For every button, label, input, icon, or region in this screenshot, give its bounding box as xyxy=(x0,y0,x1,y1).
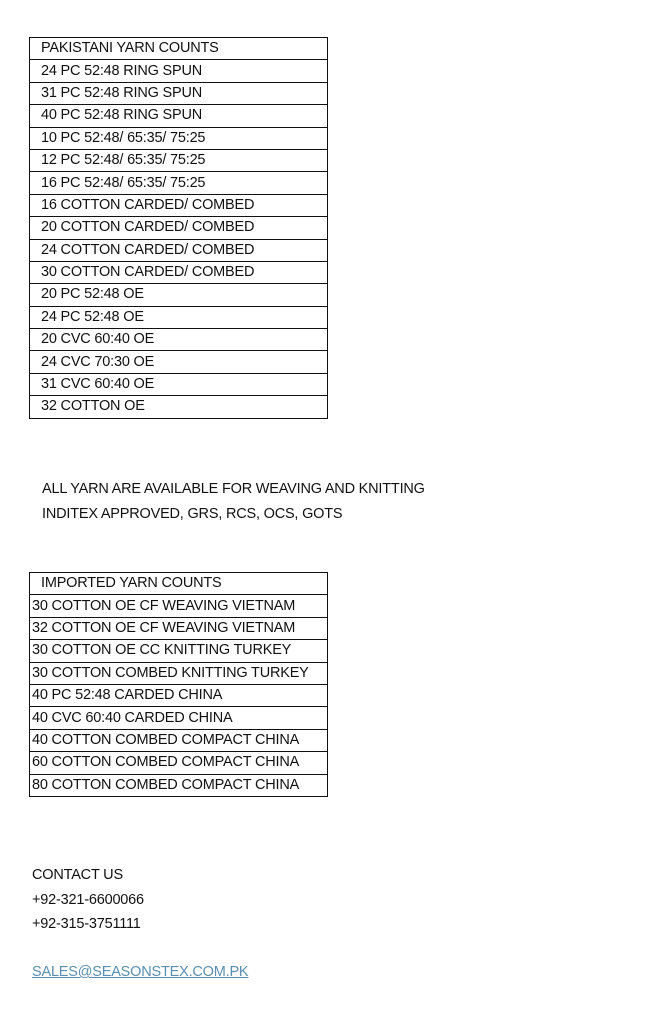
table-header: IMPORTED YARN COUNTS xyxy=(30,573,328,595)
yarn-count-cell: 16 COTTON CARDED/ COMBED xyxy=(30,194,328,216)
yarn-count-cell: 20 PC 52:48 OE xyxy=(30,284,328,306)
yarn-count-cell: 24 COTTON CARDED/ COMBED xyxy=(30,239,328,261)
yarn-count-cell: 24 PC 52:48 OE xyxy=(30,306,328,328)
yarn-count-cell: 32 COTTON OE xyxy=(30,396,328,418)
yarn-count-cell: 16 PC 52:48/ 65:35/ 75:25 xyxy=(30,172,328,194)
yarn-count-cell: 10 PC 52:48/ 65:35/ 75:25 xyxy=(30,127,328,149)
yarn-count-cell: 40 PC 52:48 RING SPUN xyxy=(30,105,328,127)
table-row xyxy=(30,172,328,194)
table-row xyxy=(30,396,328,418)
yarn-count-cell: 31 CVC 60:40 OE xyxy=(30,373,328,395)
contact-heading: CONTACT US xyxy=(32,867,123,883)
table-row xyxy=(30,149,328,171)
availability-notes xyxy=(42,477,425,527)
table-row xyxy=(30,752,328,774)
yarn-count-cell: 12 PC 52:48/ 65:35/ 75:25 xyxy=(30,149,328,171)
certification-note: INDITEX APPROVED, GRS, RCS, OCS, GOTS xyxy=(42,506,343,522)
table-row xyxy=(30,60,328,82)
yarn-count-cell: 20 COTTON CARDED/ COMBED xyxy=(30,217,328,239)
table-row xyxy=(30,329,328,351)
table-row xyxy=(30,217,328,239)
table-row xyxy=(30,774,328,796)
yarn-count-cell: 32 COTTON OE CF WEAVING VIETNAM xyxy=(30,617,328,639)
yarn-count-cell: 30 COTTON OE CC KNITTING TURKEY xyxy=(30,640,328,662)
table-row xyxy=(30,373,328,395)
table-row xyxy=(30,595,328,617)
contact-section xyxy=(32,863,144,937)
yarn-count-cell: 40 PC 52:48 CARDED CHINA xyxy=(30,684,328,706)
phone-number: +92-315-3751111 xyxy=(32,916,141,932)
phone-number: +92-321-6600066 xyxy=(32,891,144,908)
email-link[interactable]: SALES@SEASONSTEX.COM.PK xyxy=(32,964,249,980)
table-row xyxy=(30,239,328,261)
table-row xyxy=(30,662,328,684)
table-row xyxy=(30,284,328,306)
imported-yarn-table xyxy=(29,572,328,797)
availability-note: ALL YARN ARE AVAILABLE FOR WEAVING AND KNITTING xyxy=(42,481,425,497)
table-row xyxy=(30,707,328,729)
yarn-count-cell: 24 CVC 70:30 OE xyxy=(30,351,328,373)
yarn-count-cell: 24 PC 52:48 RING SPUN xyxy=(30,60,328,82)
yarn-count-cell: 30 COTTON OE CF WEAVING VIETNAM xyxy=(30,595,328,617)
table-row xyxy=(30,306,328,328)
yarn-count-cell: 60 COTTON COMBED COMPACT CHINA xyxy=(30,752,328,774)
table-row xyxy=(30,82,328,104)
yarn-count-cell: 31 PC 52:48 RING SPUN xyxy=(30,82,328,104)
table-row xyxy=(30,261,328,283)
table-row xyxy=(30,640,328,662)
table-header-row xyxy=(30,38,328,60)
yarn-count-cell: 30 COTTON CARDED/ COMBED xyxy=(30,261,328,283)
table-row xyxy=(30,105,328,127)
table-header: PAKISTANI YARN COUNTS xyxy=(30,38,328,60)
yarn-count-cell: 80 COTTON COMBED COMPACT CHINA xyxy=(30,774,328,796)
yarn-count-cell: 30 COTTON COMBED KNITTING TURKEY xyxy=(30,662,328,684)
table-row xyxy=(30,194,328,216)
yarn-count-cell: 40 CVC 60:40 CARDED CHINA xyxy=(30,707,328,729)
table-row xyxy=(30,127,328,149)
yarn-count-cell: 20 CVC 60:40 OE xyxy=(30,329,328,351)
table-row xyxy=(30,729,328,751)
table-header-row xyxy=(30,573,328,595)
pakistani-yarn-table xyxy=(29,37,328,419)
table-row xyxy=(30,617,328,639)
yarn-count-cell: 40 COTTON COMBED COMPACT CHINA xyxy=(30,729,328,751)
table-row xyxy=(30,684,328,706)
table-row xyxy=(30,351,328,373)
